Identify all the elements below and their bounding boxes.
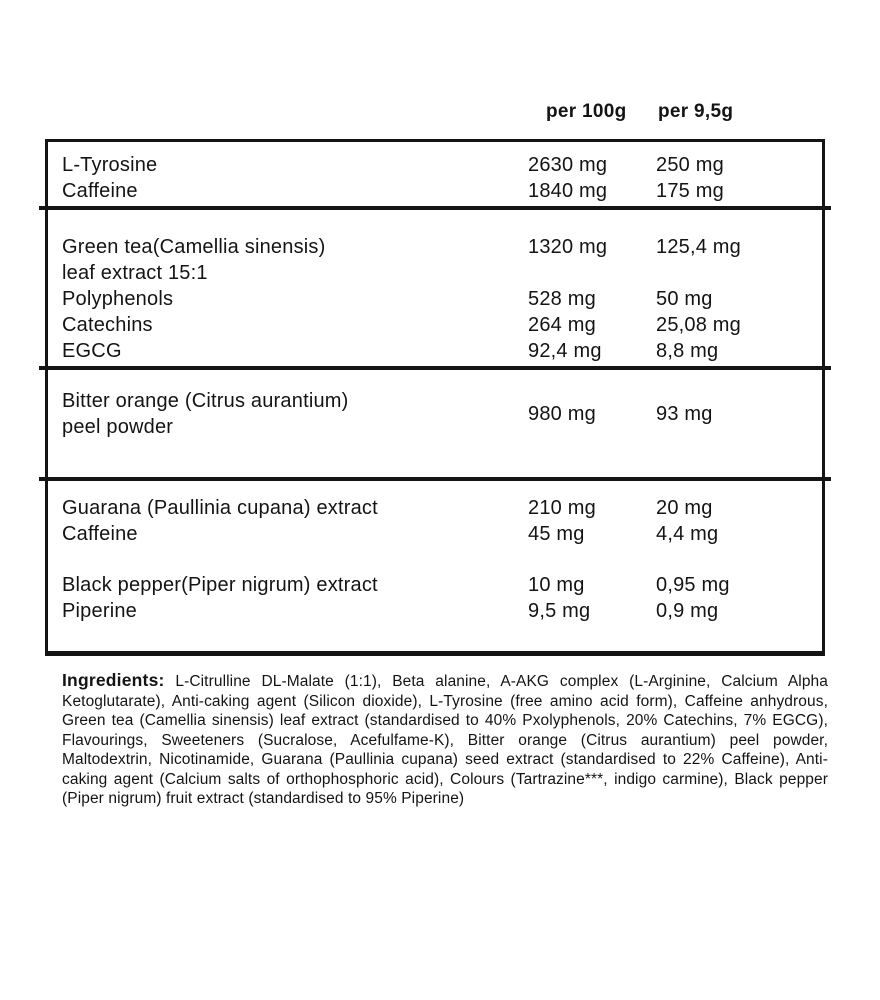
table-row xyxy=(48,598,822,624)
value-per-9-5g: 0,9 mg xyxy=(656,600,719,622)
table-row xyxy=(48,260,822,286)
value-per-100g: 45 mg xyxy=(528,523,585,545)
table-row xyxy=(48,388,822,440)
table-section-bitter-orange xyxy=(48,370,822,477)
value-per-9-5g: 4,4 mg xyxy=(656,523,719,545)
value-per-100g: 264 mg xyxy=(528,314,596,336)
value-per-9-5g: 0,95 mg xyxy=(656,574,730,596)
nutrition-facts-table xyxy=(45,139,825,656)
value-per-100g: 210 mg xyxy=(528,497,596,519)
ingredient-name: Green tea(Camellia sinensis) xyxy=(62,236,326,258)
table-row xyxy=(48,234,822,260)
table-section-tyrosine-caffeine xyxy=(48,142,822,206)
ingredient-name: Guarana (Paullinia cupana) extract xyxy=(62,497,378,519)
table-row xyxy=(48,495,822,521)
ingredient-name-line1: Bitter orange (Citrus aurantium) xyxy=(62,390,349,412)
value-per-100g: 9,5 mg xyxy=(528,600,591,622)
ingredient-name: L-Tyrosine xyxy=(62,154,158,176)
table-row xyxy=(48,572,822,598)
table-row xyxy=(48,178,822,204)
value-per-9-5g: 8,8 mg xyxy=(656,340,719,362)
value-per-100g: 1840 mg xyxy=(528,180,608,202)
table-row xyxy=(48,521,822,547)
column-header-per-100g: per 100g xyxy=(546,101,627,122)
value-per-100g: 10 mg xyxy=(528,574,585,596)
value-per-9-5g: 125,4 mg xyxy=(656,236,741,258)
table-group-black-pepper xyxy=(48,572,822,624)
ingredient-name: Piperine xyxy=(62,600,137,622)
table-row xyxy=(48,286,822,312)
ingredient-name: leaf extract 15:1 xyxy=(62,262,208,284)
ingredient-name-line2: peel powder xyxy=(62,416,174,438)
value-per-9-5g: 93 mg xyxy=(656,403,713,425)
value-per-9-5g: 175 mg xyxy=(656,180,724,202)
value-per-9-5g: 25,08 mg xyxy=(656,314,741,336)
table-section-guarana-black-pepper xyxy=(48,481,822,651)
table-group-guarana xyxy=(48,495,822,547)
table-section-green-tea xyxy=(48,210,822,366)
ingredient-name: Black pepper(Piper nigrum) extract xyxy=(62,574,378,596)
table-row xyxy=(48,152,822,178)
value-per-9-5g: 20 mg xyxy=(656,497,713,519)
table-row xyxy=(48,338,822,364)
value-per-100g: 980 mg xyxy=(528,403,596,425)
ingredient-name xyxy=(48,388,528,440)
value-per-100g: 2630 mg xyxy=(528,154,608,176)
value-per-100g: 92,4 mg xyxy=(528,340,602,362)
ingredient-name: Caffeine xyxy=(62,180,138,202)
ingredient-name: Caffeine xyxy=(62,523,138,545)
value-per-100g: 528 mg xyxy=(528,288,596,310)
ingredient-name: Catechins xyxy=(62,314,153,336)
value-per-9-5g: 250 mg xyxy=(656,154,724,176)
value-per-9-5g: 50 mg xyxy=(656,288,713,310)
column-header-per-9-5g: per 9,5g xyxy=(658,101,734,122)
ingredients-paragraph xyxy=(62,671,828,809)
ingredients-heading: Ingredients: xyxy=(62,670,165,690)
ingredient-name: EGCG xyxy=(62,340,122,362)
ingredients-text: L-Citrulline DL-Malate (1:1), Beta alanine, A-AKG complex (L-Arginine, Calcium Alpha Ketoglutarate), Anti-caking agent (Silicon dioxide), L-Tyrosine (free amino acid form), Caffeine anhydrous, Green tea (Camellia sinensis) leaf extract (standardised to 40% Pxolyphenols, 20% Catechins, 7% EGCG), Flavourings, Sweeteners (Sucralose, Acefulfame-K), Bitter orange (Citrus aurantium) peel powder, Maltodextrin, Nicotinamide, Guarana (Paullinia cupana) seed extract (standardised to 22% Caffeine), Anti-caking agent (Calcium salts of orthophosphoric acid), Colours (Tartrazine***, indigo carmine), Black pepper (Piper nigrum) fruit extract (standardised to 95% Piperine) xyxy=(62,673,828,807)
ingredient-name: Polyphenols xyxy=(62,288,174,310)
value-per-100g: 1320 mg xyxy=(528,236,608,258)
table-row xyxy=(48,312,822,338)
